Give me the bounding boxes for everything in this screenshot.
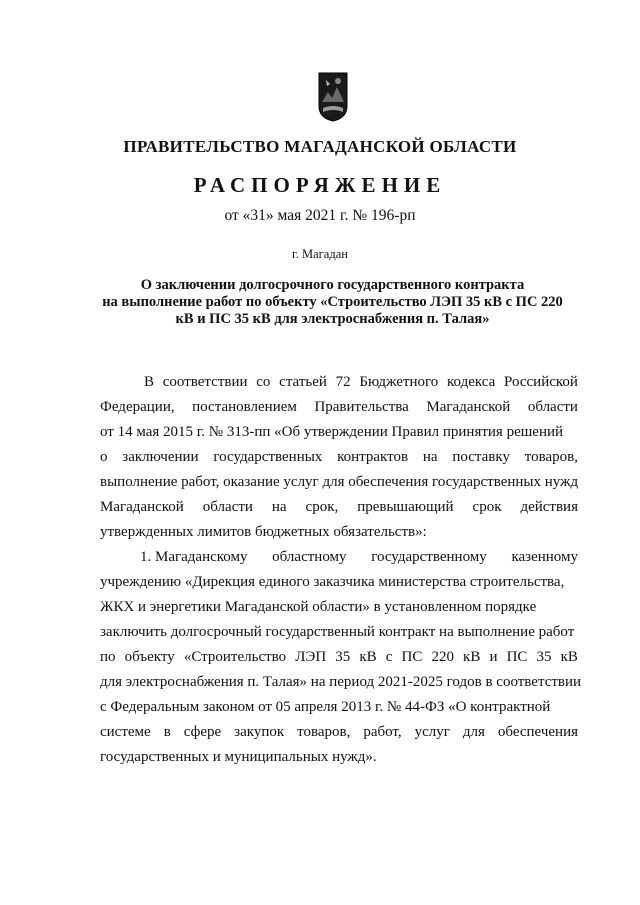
line-text: ЖКХ и энергетики Магаданской области» в установленном порядке	[100, 599, 537, 615]
issue-city: г. Магадан	[292, 247, 348, 261]
paragraph-preamble	[100, 370, 578, 545]
subject-line: на выполнение работ по объекту «Строительство ЛЭП 35 кВ с ПС 220	[102, 294, 563, 310]
text-line	[100, 545, 578, 570]
text-line	[100, 720, 578, 745]
word: Магаданской	[100, 499, 184, 515]
word: действия	[520, 499, 578, 515]
subject-line: О заключении долгосрочного государственного контракта	[140, 277, 525, 293]
word: области	[527, 399, 578, 415]
word: Бюджетного	[359, 374, 439, 390]
magadan-coat-of-arms-icon	[318, 72, 348, 122]
word: кВ	[463, 649, 481, 665]
text-line	[100, 670, 582, 695]
word: превышающий	[357, 499, 454, 515]
text-line	[100, 645, 578, 670]
line-text: для электроснабжения п. Талая» на период 2021-2025 годов в соответствии	[100, 674, 582, 690]
word: 1. Магаданскому	[140, 549, 248, 565]
word: областному	[272, 549, 347, 565]
line-text: учреждению «Дирекция единого заказчика министерства строительства,	[100, 574, 565, 590]
text-line	[100, 745, 578, 770]
document-type-title: РАСПОРЯЖЕНИЕ	[193, 173, 447, 197]
text-line	[100, 370, 578, 395]
word: кодекса	[446, 374, 496, 390]
text-line	[100, 445, 578, 470]
word: 72	[335, 374, 351, 390]
text-line	[100, 420, 578, 445]
text-line	[100, 595, 578, 620]
organization-name: ПРАВИТЕЛЬСТВО МАГАДАНСКОЙ ОБЛАСТИ	[123, 137, 517, 156]
line-text: утвержденных лимитов бюджетных обязательств»:	[100, 524, 427, 540]
word: ПС	[401, 649, 423, 665]
word: объекту	[124, 649, 175, 665]
word: государственному	[371, 549, 487, 565]
word: соответствии	[162, 374, 248, 390]
subject-line: кВ и ПС 35 кВ для электроснабжения п. Талая»	[175, 311, 490, 327]
word: сфере	[183, 724, 222, 740]
document-subject	[90, 277, 575, 328]
word: товаров,	[524, 449, 578, 465]
word: поставку	[452, 449, 510, 465]
word: 35	[536, 649, 552, 665]
word: контрактов	[337, 449, 409, 465]
document-body	[100, 370, 582, 770]
line-text: с Федеральным законом от 05 апреля 2013 г. № 44-ФЗ «О контрактной	[100, 699, 551, 715]
line-text: от 14 мая 2015 г. № 313-пп «Об утверждении Правил принятия решений	[100, 424, 564, 440]
line-text: заключить долгосрочный государственный контракт на выполнение работ	[100, 624, 575, 640]
text-line	[100, 470, 578, 495]
word: со	[256, 374, 271, 390]
word: государственных	[213, 449, 323, 465]
word: ПС	[506, 649, 528, 665]
word: и	[489, 649, 498, 665]
word: заключении	[122, 449, 199, 465]
word: для	[462, 724, 485, 740]
word: Российской	[504, 374, 578, 390]
word: «Строительство	[183, 649, 287, 665]
word: постановлением	[192, 399, 297, 415]
word: области	[202, 499, 253, 515]
word: кВ	[359, 649, 377, 665]
word: 35	[335, 649, 351, 665]
text-line	[100, 570, 578, 595]
word: 220	[431, 649, 454, 665]
word: кВ	[560, 649, 578, 665]
text-line	[100, 395, 578, 420]
word: Магаданской	[426, 399, 511, 415]
line-text: государственных и муниципальных нужд».	[100, 749, 377, 765]
text-line	[100, 620, 578, 645]
word: Федерации,	[100, 399, 175, 415]
line-text: выполнение работ, оказание услуг для обеспечения государственных нужд	[100, 474, 579, 490]
word: о	[100, 449, 108, 465]
word: В	[144, 374, 155, 390]
word: с	[385, 649, 393, 665]
word: работ,	[363, 724, 402, 740]
word: срок,	[305, 499, 339, 515]
word: по	[100, 649, 116, 665]
word: услуг	[414, 724, 450, 740]
word: в	[163, 724, 171, 740]
word: статьей	[279, 374, 327, 390]
text-line	[100, 695, 578, 720]
word: ЛЭП	[295, 649, 327, 665]
text-line	[100, 520, 578, 545]
text-line	[100, 495, 578, 520]
word: обеспечения	[497, 724, 578, 740]
word: на	[271, 499, 287, 515]
document-date-number: от «31» мая 2021 г. № 196-рп	[224, 207, 416, 224]
word: Правительства	[314, 399, 409, 415]
word: закупок	[234, 724, 285, 740]
word: товаров,	[297, 724, 351, 740]
word: на	[422, 449, 438, 465]
paragraph-item-1	[100, 545, 582, 770]
word: казенному	[511, 549, 578, 565]
word: срок	[472, 499, 502, 515]
word: системе	[100, 724, 151, 740]
